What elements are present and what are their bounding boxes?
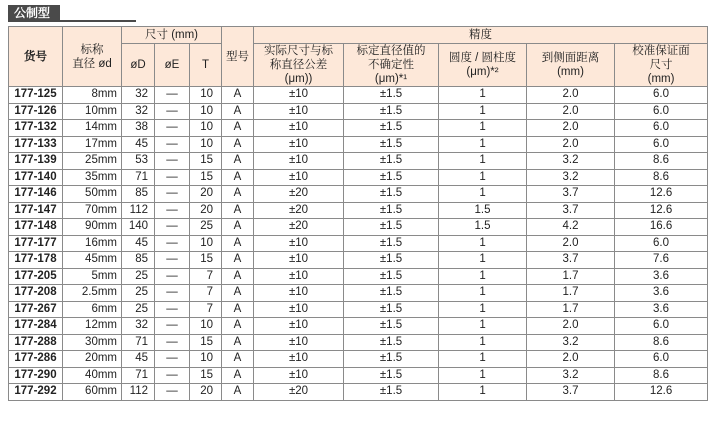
cell-id: 177-292 <box>9 384 63 401</box>
cell-unc: ±1.5 <box>344 334 439 351</box>
cell-oe: — <box>155 285 190 302</box>
cell-guar: 3.6 <box>615 268 708 285</box>
cell-t: 10 <box>190 103 222 120</box>
cell-nominal: 2.5mm <box>63 285 122 302</box>
cell-guar: 8.6 <box>615 169 708 186</box>
header-guarantee <box>615 44 708 87</box>
cell-id: 177-147 <box>9 202 63 219</box>
cell-nominal: 90mm <box>63 219 122 236</box>
cell-t: 10 <box>190 318 222 335</box>
cell-guar: 6.0 <box>615 103 708 120</box>
table-row <box>9 285 708 302</box>
cell-oe: — <box>155 153 190 170</box>
cell-guar: 6.0 <box>615 136 708 153</box>
cell-type: A <box>222 87 254 104</box>
section-title-underline <box>8 20 136 22</box>
cell-t: 15 <box>190 367 222 384</box>
cell-unc: ±1.5 <box>344 87 439 104</box>
cell-unc: ±1.5 <box>344 252 439 269</box>
cell-id: 177-146 <box>9 186 63 203</box>
cell-unc: ±1.5 <box>344 367 439 384</box>
table-row <box>9 367 708 384</box>
cell-tol: ±10 <box>254 268 344 285</box>
cell-round: 1 <box>439 169 527 186</box>
cell-unc: ±1.5 <box>344 103 439 120</box>
cell-tol: ±10 <box>254 120 344 137</box>
table-row <box>9 252 708 269</box>
cell-od: 85 <box>122 186 155 203</box>
table-row <box>9 87 708 104</box>
table-row <box>9 318 708 335</box>
cell-tol: ±10 <box>254 235 344 252</box>
table-row <box>9 235 708 252</box>
cell-type: A <box>222 120 254 137</box>
cell-nominal: 50mm <box>63 186 122 203</box>
cell-tol: ±10 <box>254 351 344 368</box>
cell-unc: ±1.5 <box>344 120 439 137</box>
cell-side: 3.2 <box>527 169 615 186</box>
cell-oe: — <box>155 351 190 368</box>
cell-type: A <box>222 318 254 335</box>
table-body <box>9 87 708 401</box>
cell-nominal: 70mm <box>63 202 122 219</box>
cell-side: 2.0 <box>527 136 615 153</box>
cell-side: 1.7 <box>527 301 615 318</box>
cell-id: 177-288 <box>9 334 63 351</box>
cell-tol: ±10 <box>254 169 344 186</box>
cell-od: 45 <box>122 235 155 252</box>
cell-oe: — <box>155 219 190 236</box>
cell-tol: ±10 <box>254 103 344 120</box>
cell-t: 20 <box>190 384 222 401</box>
cell-t: 15 <box>190 169 222 186</box>
header-roundness <box>439 44 527 87</box>
cell-nominal: 6mm <box>63 301 122 318</box>
cell-tol: ±10 <box>254 367 344 384</box>
cell-nominal: 17mm <box>63 136 122 153</box>
cell-od: 112 <box>122 384 155 401</box>
cell-round: 1 <box>439 384 527 401</box>
cell-tol: ±10 <box>254 301 344 318</box>
cell-oe: — <box>155 169 190 186</box>
cell-tol: ±10 <box>254 334 344 351</box>
cell-oe: — <box>155 202 190 219</box>
cell-type: A <box>222 202 254 219</box>
cell-side: 3.7 <box>527 186 615 203</box>
cell-t: 10 <box>190 87 222 104</box>
table-row <box>9 186 708 203</box>
cell-id: 177-208 <box>9 285 63 302</box>
header-type: 型号 <box>222 27 254 87</box>
cell-od: 25 <box>122 268 155 285</box>
cell-round: 1 <box>439 285 527 302</box>
cell-round: 1 <box>439 367 527 384</box>
cell-round: 1 <box>439 235 527 252</box>
cell-round: 1 <box>439 252 527 269</box>
cell-nominal: 12mm <box>63 318 122 335</box>
cell-guar: 3.6 <box>615 301 708 318</box>
cell-id: 177-139 <box>9 153 63 170</box>
table-row <box>9 301 708 318</box>
cell-unc: ±1.5 <box>344 318 439 335</box>
cell-guar: 6.0 <box>615 235 708 252</box>
section-title-label: 公制型 <box>8 5 60 21</box>
cell-type: A <box>222 103 254 120</box>
table-row <box>9 103 708 120</box>
table-row <box>9 120 708 137</box>
cell-guar: 12.6 <box>615 384 708 401</box>
cell-round: 1 <box>439 351 527 368</box>
cell-tol: ±20 <box>254 186 344 203</box>
cell-tol: ±10 <box>254 87 344 104</box>
cell-id: 177-133 <box>9 136 63 153</box>
cell-oe: — <box>155 186 190 203</box>
cell-side: 3.2 <box>527 334 615 351</box>
cell-round: 1 <box>439 87 527 104</box>
cell-unc: ±1.5 <box>344 169 439 186</box>
cell-type: A <box>222 334 254 351</box>
cell-tol: ±20 <box>254 384 344 401</box>
cell-nominal: 40mm <box>63 367 122 384</box>
cell-side: 3.7 <box>527 252 615 269</box>
section-title <box>8 5 138 21</box>
cell-nominal: 5mm <box>63 268 122 285</box>
table-row <box>9 153 708 170</box>
cell-side: 2.0 <box>527 318 615 335</box>
spec-table <box>8 26 708 401</box>
cell-type: A <box>222 153 254 170</box>
cell-round: 1 <box>439 268 527 285</box>
header-t: T <box>190 44 222 87</box>
cell-tol: ±10 <box>254 136 344 153</box>
cell-guar: 8.6 <box>615 367 708 384</box>
cell-t: 15 <box>190 252 222 269</box>
cell-id: 177-140 <box>9 169 63 186</box>
cell-round: 1 <box>439 120 527 137</box>
cell-id: 177-286 <box>9 351 63 368</box>
cell-t: 7 <box>190 268 222 285</box>
cell-t: 10 <box>190 235 222 252</box>
cell-oe: — <box>155 367 190 384</box>
cell-side: 2.0 <box>527 235 615 252</box>
cell-guar: 6.0 <box>615 87 708 104</box>
cell-side: 4.2 <box>527 219 615 236</box>
cell-nominal: 20mm <box>63 351 122 368</box>
cell-unc: ±1.5 <box>344 268 439 285</box>
table-row <box>9 202 708 219</box>
table-row <box>9 136 708 153</box>
header-od: øD <box>122 44 155 87</box>
cell-oe: — <box>155 235 190 252</box>
header-side-distance <box>527 44 615 87</box>
cell-unc: ±1.5 <box>344 235 439 252</box>
cell-side: 3.7 <box>527 384 615 401</box>
cell-guar: 12.6 <box>615 186 708 203</box>
table-row <box>9 334 708 351</box>
cell-side: 2.0 <box>527 103 615 120</box>
cell-od: 38 <box>122 120 155 137</box>
cell-type: A <box>222 367 254 384</box>
cell-unc: ±1.5 <box>344 351 439 368</box>
cell-guar: 12.6 <box>615 202 708 219</box>
cell-type: A <box>222 268 254 285</box>
cell-round: 1.5 <box>439 219 527 236</box>
cell-guar: 6.0 <box>615 120 708 137</box>
cell-od: 32 <box>122 318 155 335</box>
cell-side: 1.7 <box>527 268 615 285</box>
header-uncertainty-text: 标定直径值的 不确定性 (μm)*¹ <box>356 45 426 85</box>
cell-unc: ±1.5 <box>344 219 439 236</box>
cell-side: 3.2 <box>527 153 615 170</box>
cell-od: 71 <box>122 367 155 384</box>
header-side-distance-text: 到侧面距离 (mm) <box>541 52 600 78</box>
cell-t: 25 <box>190 219 222 236</box>
cell-side: 1.7 <box>527 285 615 302</box>
cell-id: 177-125 <box>9 87 63 104</box>
cell-oe: — <box>155 334 190 351</box>
cell-oe: — <box>155 301 190 318</box>
cell-guar: 16.6 <box>615 219 708 236</box>
cell-side: 3.2 <box>527 367 615 384</box>
header-dimensions: 尺寸 (mm) <box>122 27 222 44</box>
cell-guar: 6.0 <box>615 351 708 368</box>
cell-od: 71 <box>122 334 155 351</box>
cell-t: 7 <box>190 285 222 302</box>
cell-tol: ±10 <box>254 153 344 170</box>
cell-guar: 6.0 <box>615 318 708 335</box>
cell-oe: — <box>155 268 190 285</box>
cell-oe: — <box>155 120 190 137</box>
cell-nominal: 25mm <box>63 153 122 170</box>
cell-tol: ±10 <box>254 285 344 302</box>
table-row <box>9 268 708 285</box>
cell-guar: 7.6 <box>615 252 708 269</box>
cell-side: 3.7 <box>527 202 615 219</box>
cell-nominal: 14mm <box>63 120 122 137</box>
cell-unc: ±1.5 <box>344 153 439 170</box>
cell-type: A <box>222 351 254 368</box>
table-row <box>9 219 708 236</box>
cell-type: A <box>222 384 254 401</box>
header-roundness-text: 圆度 / 圆柱度 (μm)*² <box>448 52 517 78</box>
cell-round: 1 <box>439 153 527 170</box>
cell-nominal: 60mm <box>63 384 122 401</box>
cell-oe: — <box>155 318 190 335</box>
cell-guar: 8.6 <box>615 153 708 170</box>
table-row <box>9 384 708 401</box>
cell-round: 1 <box>439 103 527 120</box>
cell-oe: — <box>155 252 190 269</box>
cell-oe: — <box>155 384 190 401</box>
cell-round: 1 <box>439 186 527 203</box>
cell-type: A <box>222 136 254 153</box>
cell-od: 45 <box>122 136 155 153</box>
table-row <box>9 169 708 186</box>
cell-od: 45 <box>122 351 155 368</box>
cell-guar: 8.6 <box>615 334 708 351</box>
cell-nominal: 35mm <box>63 169 122 186</box>
cell-od: 71 <box>122 169 155 186</box>
cell-od: 112 <box>122 202 155 219</box>
header-tolerance-text: 实际尺寸与标 称直径公差 (μm)) <box>264 45 334 85</box>
cell-nominal: 10mm <box>63 103 122 120</box>
cell-oe: — <box>155 136 190 153</box>
cell-od: 85 <box>122 252 155 269</box>
cell-id: 177-177 <box>9 235 63 252</box>
cell-t: 7 <box>190 301 222 318</box>
cell-guar: 3.6 <box>615 285 708 302</box>
cell-t: 10 <box>190 120 222 137</box>
cell-type: A <box>222 252 254 269</box>
cell-type: A <box>222 186 254 203</box>
cell-id: 177-284 <box>9 318 63 335</box>
cell-id: 177-290 <box>9 367 63 384</box>
cell-od: 32 <box>122 87 155 104</box>
header-tolerance <box>254 44 344 87</box>
cell-id: 177-205 <box>9 268 63 285</box>
cell-nominal: 16mm <box>63 235 122 252</box>
cell-oe: — <box>155 87 190 104</box>
cell-nominal: 8mm <box>63 87 122 104</box>
cell-side: 2.0 <box>527 87 615 104</box>
cell-unc: ±1.5 <box>344 202 439 219</box>
cell-t: 15 <box>190 153 222 170</box>
cell-side: 2.0 <box>527 351 615 368</box>
cell-round: 1 <box>439 334 527 351</box>
cell-round: 1 <box>439 136 527 153</box>
cell-side: 2.0 <box>527 120 615 137</box>
header-nominal-text: 标称 直径 ød <box>72 43 112 70</box>
cell-tol: ±20 <box>254 219 344 236</box>
cell-t: 20 <box>190 202 222 219</box>
cell-type: A <box>222 169 254 186</box>
cell-id: 177-126 <box>9 103 63 120</box>
cell-unc: ±1.5 <box>344 136 439 153</box>
cell-id: 177-267 <box>9 301 63 318</box>
cell-od: 25 <box>122 301 155 318</box>
cell-t: 10 <box>190 351 222 368</box>
cell-unc: ±1.5 <box>344 186 439 203</box>
cell-round: 1.5 <box>439 202 527 219</box>
cell-od: 140 <box>122 219 155 236</box>
cell-t: 20 <box>190 186 222 203</box>
cell-t: 10 <box>190 136 222 153</box>
header-accuracy: 精度 <box>254 27 708 44</box>
cell-od: 32 <box>122 103 155 120</box>
cell-unc: ±1.5 <box>344 384 439 401</box>
cell-type: A <box>222 285 254 302</box>
cell-round: 1 <box>439 301 527 318</box>
header-nominal <box>63 27 122 87</box>
cell-tol: ±20 <box>254 202 344 219</box>
header-uncertainty <box>344 44 439 87</box>
cell-od: 53 <box>122 153 155 170</box>
cell-type: A <box>222 219 254 236</box>
header-item: 货号 <box>9 27 63 87</box>
header-oe: øE <box>155 44 190 87</box>
header-guarantee-text: 校准保证面 尺寸 (mm) <box>632 45 690 85</box>
cell-round: 1 <box>439 318 527 335</box>
cell-id: 177-178 <box>9 252 63 269</box>
cell-id: 177-132 <box>9 120 63 137</box>
cell-type: A <box>222 235 254 252</box>
cell-nominal: 45mm <box>63 252 122 269</box>
cell-oe: — <box>155 103 190 120</box>
cell-od: 25 <box>122 285 155 302</box>
cell-unc: ±1.5 <box>344 301 439 318</box>
cell-tol: ±10 <box>254 318 344 335</box>
cell-nominal: 30mm <box>63 334 122 351</box>
cell-t: 15 <box>190 334 222 351</box>
cell-type: A <box>222 301 254 318</box>
table-row <box>9 351 708 368</box>
cell-id: 177-148 <box>9 219 63 236</box>
cell-unc: ±1.5 <box>344 285 439 302</box>
cell-tol: ±10 <box>254 252 344 269</box>
